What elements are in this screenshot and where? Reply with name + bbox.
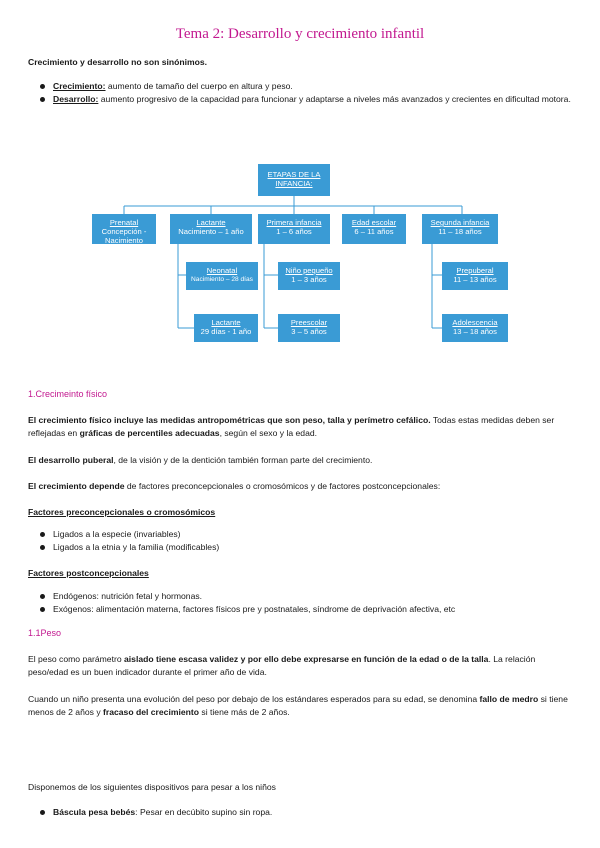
bold-text: El crecimiento físico incluye las medidas antropométricas que son peso, talla y perímetro cefálico.: [28, 415, 431, 425]
stage-title: Lactante: [196, 218, 226, 227]
definitions-list: [40, 80, 576, 106]
stage-node-prenatal: [92, 214, 156, 244]
substage-node-adolescencia: [442, 314, 508, 342]
text: Todas estas medidas deben ser reflejadas en: [28, 415, 555, 438]
substage-range: 3 – 5 años: [291, 327, 327, 336]
stage-node-edad-escolar: [342, 214, 406, 244]
stage-range: 11 – 18 años: [438, 227, 482, 236]
substage-range: 29 días - 1 año: [200, 327, 252, 336]
text: , según el sexo y la edad.: [219, 428, 318, 438]
substage-range: 11 – 13 años: [453, 275, 497, 284]
list-item: Ligados a la etnia y la familia (modificables): [40, 541, 576, 554]
stage-range: Nacimiento – 1 año: [178, 227, 244, 236]
page-title: Tema 2: Desarrollo y crecimiento infantil: [175, 26, 425, 42]
paragraph: [28, 414, 576, 440]
list-item: Exógenos: alimentación materna, factores físicos pre y postnatales, síndrome de deprivación afectiva, etc: [40, 603, 576, 616]
definition-text: aumento de tamaño del cuerpo en altura y peso.: [105, 81, 293, 91]
text: de factores preconcepcionales o cromosómicos y de factores postconcepcionales:: [124, 481, 441, 491]
subheading: [28, 567, 576, 580]
substage-range: Nacimiento – 28 días: [191, 276, 253, 283]
pre-factors-list: [40, 528, 576, 554]
text: si tiene más de 2 años.: [199, 707, 290, 717]
substage-node-preescolar: [278, 314, 340, 342]
stage-node-segunda-infancia: [422, 214, 498, 244]
substage-range: 13 – 18 años: [453, 327, 497, 336]
bold-text: Báscula pesa bebés: [53, 807, 136, 817]
devices-list: [40, 806, 576, 819]
stage-node-lactante: [170, 214, 252, 244]
section-heading: 1.1Peso: [28, 628, 62, 638]
substage-node-prepuberal: [442, 262, 508, 290]
substage-node-neonatal: [186, 262, 258, 290]
paragraph: Disponemos de los siguientes dispositivos para pesar a los niños: [28, 782, 276, 792]
paragraph: [28, 454, 576, 467]
term-crecimiento: Crecimiento:: [53, 81, 106, 91]
substage-title: Niño pequeño: [285, 266, 333, 275]
bold-text: fracaso del crecimiento: [103, 707, 200, 717]
definition-text: aumento progresivo de la capacidad para funcionar y adaptarse a niveles más avanzados y crecientes en dificultad motora.: [98, 94, 571, 104]
bold-text: El desarrollo puberal: [28, 455, 114, 465]
stage-range: 1 – 6 años: [276, 227, 312, 236]
subheading-text: Factores preconcepcionales o cromosómicos: [28, 507, 216, 517]
substage-title: Prepuberal: [456, 266, 494, 275]
stage-title: Edad escolar: [351, 218, 397, 227]
substage-title: Adolescencia: [452, 318, 498, 327]
substage-node-lactante: [194, 314, 258, 342]
subheading: [28, 506, 576, 519]
section-heading: 1.Crecimeinto físico: [28, 389, 108, 399]
stage-range: Concepción - Nacimiento: [101, 227, 147, 244]
stage-range: 6 – 11 años: [354, 227, 394, 236]
paragraph: [28, 693, 576, 719]
list-item: [40, 806, 576, 819]
text: Cuando un niño presenta una evolución del peso por debajo de los estándares esperados para su edad, se denomina: [28, 694, 480, 704]
text: . La relación peso/edad es un buen indicador durante el primer año de vida.: [28, 654, 536, 677]
text: , de la visión y de la dentición también forman parte del crecimiento.: [113, 455, 373, 465]
bold-text: aislado tiene escasa validez y por ello debe expresarse en función de la edad o de la talla: [124, 654, 489, 664]
substage-title: Lactante: [211, 318, 241, 327]
intro-text: Crecimiento y desarrollo no son sinónimos.: [28, 57, 208, 67]
list-item: [40, 80, 576, 93]
list-item: Ligados a la especie (invariables): [40, 528, 576, 541]
paragraph: [28, 480, 576, 493]
bold-text: gráficas de percentiles adecuadas: [79, 428, 220, 438]
list-item: [40, 93, 576, 106]
stage-title: Primera infancia: [266, 218, 322, 227]
bold-text: El crecimiento depende: [28, 481, 125, 491]
bold-text: fallo de medro: [479, 694, 539, 704]
stage-title: Segunda infancia: [430, 218, 490, 227]
text: si tiene menos de 2 años y: [28, 694, 568, 717]
substage-title: Preescolar: [290, 318, 328, 327]
substage-title: Neonatal: [206, 266, 238, 275]
paragraph: [28, 653, 576, 679]
substage-range: 1 – 3 años: [291, 275, 327, 284]
root-title: ETAPAS DE LA INFANCIA:: [267, 170, 321, 188]
stage-title: Prenatal: [109, 218, 139, 227]
term-desarrollo: Desarrollo:: [53, 94, 99, 104]
list-item: Endógenos: nutrición fetal y hormonas.: [40, 590, 576, 603]
text: El peso como parámetro: [28, 654, 125, 664]
text: : Pesar en decúbito supino sin ropa.: [135, 807, 273, 817]
subheading-text: Factores postconcepcionales: [28, 568, 149, 578]
diagram-root-node: [258, 164, 330, 196]
post-factors-list: [40, 590, 576, 616]
intro-paragraph: [28, 56, 576, 69]
substage-node-nino-pequeno: [278, 262, 340, 290]
stage-node-primera-infancia: [258, 214, 330, 244]
